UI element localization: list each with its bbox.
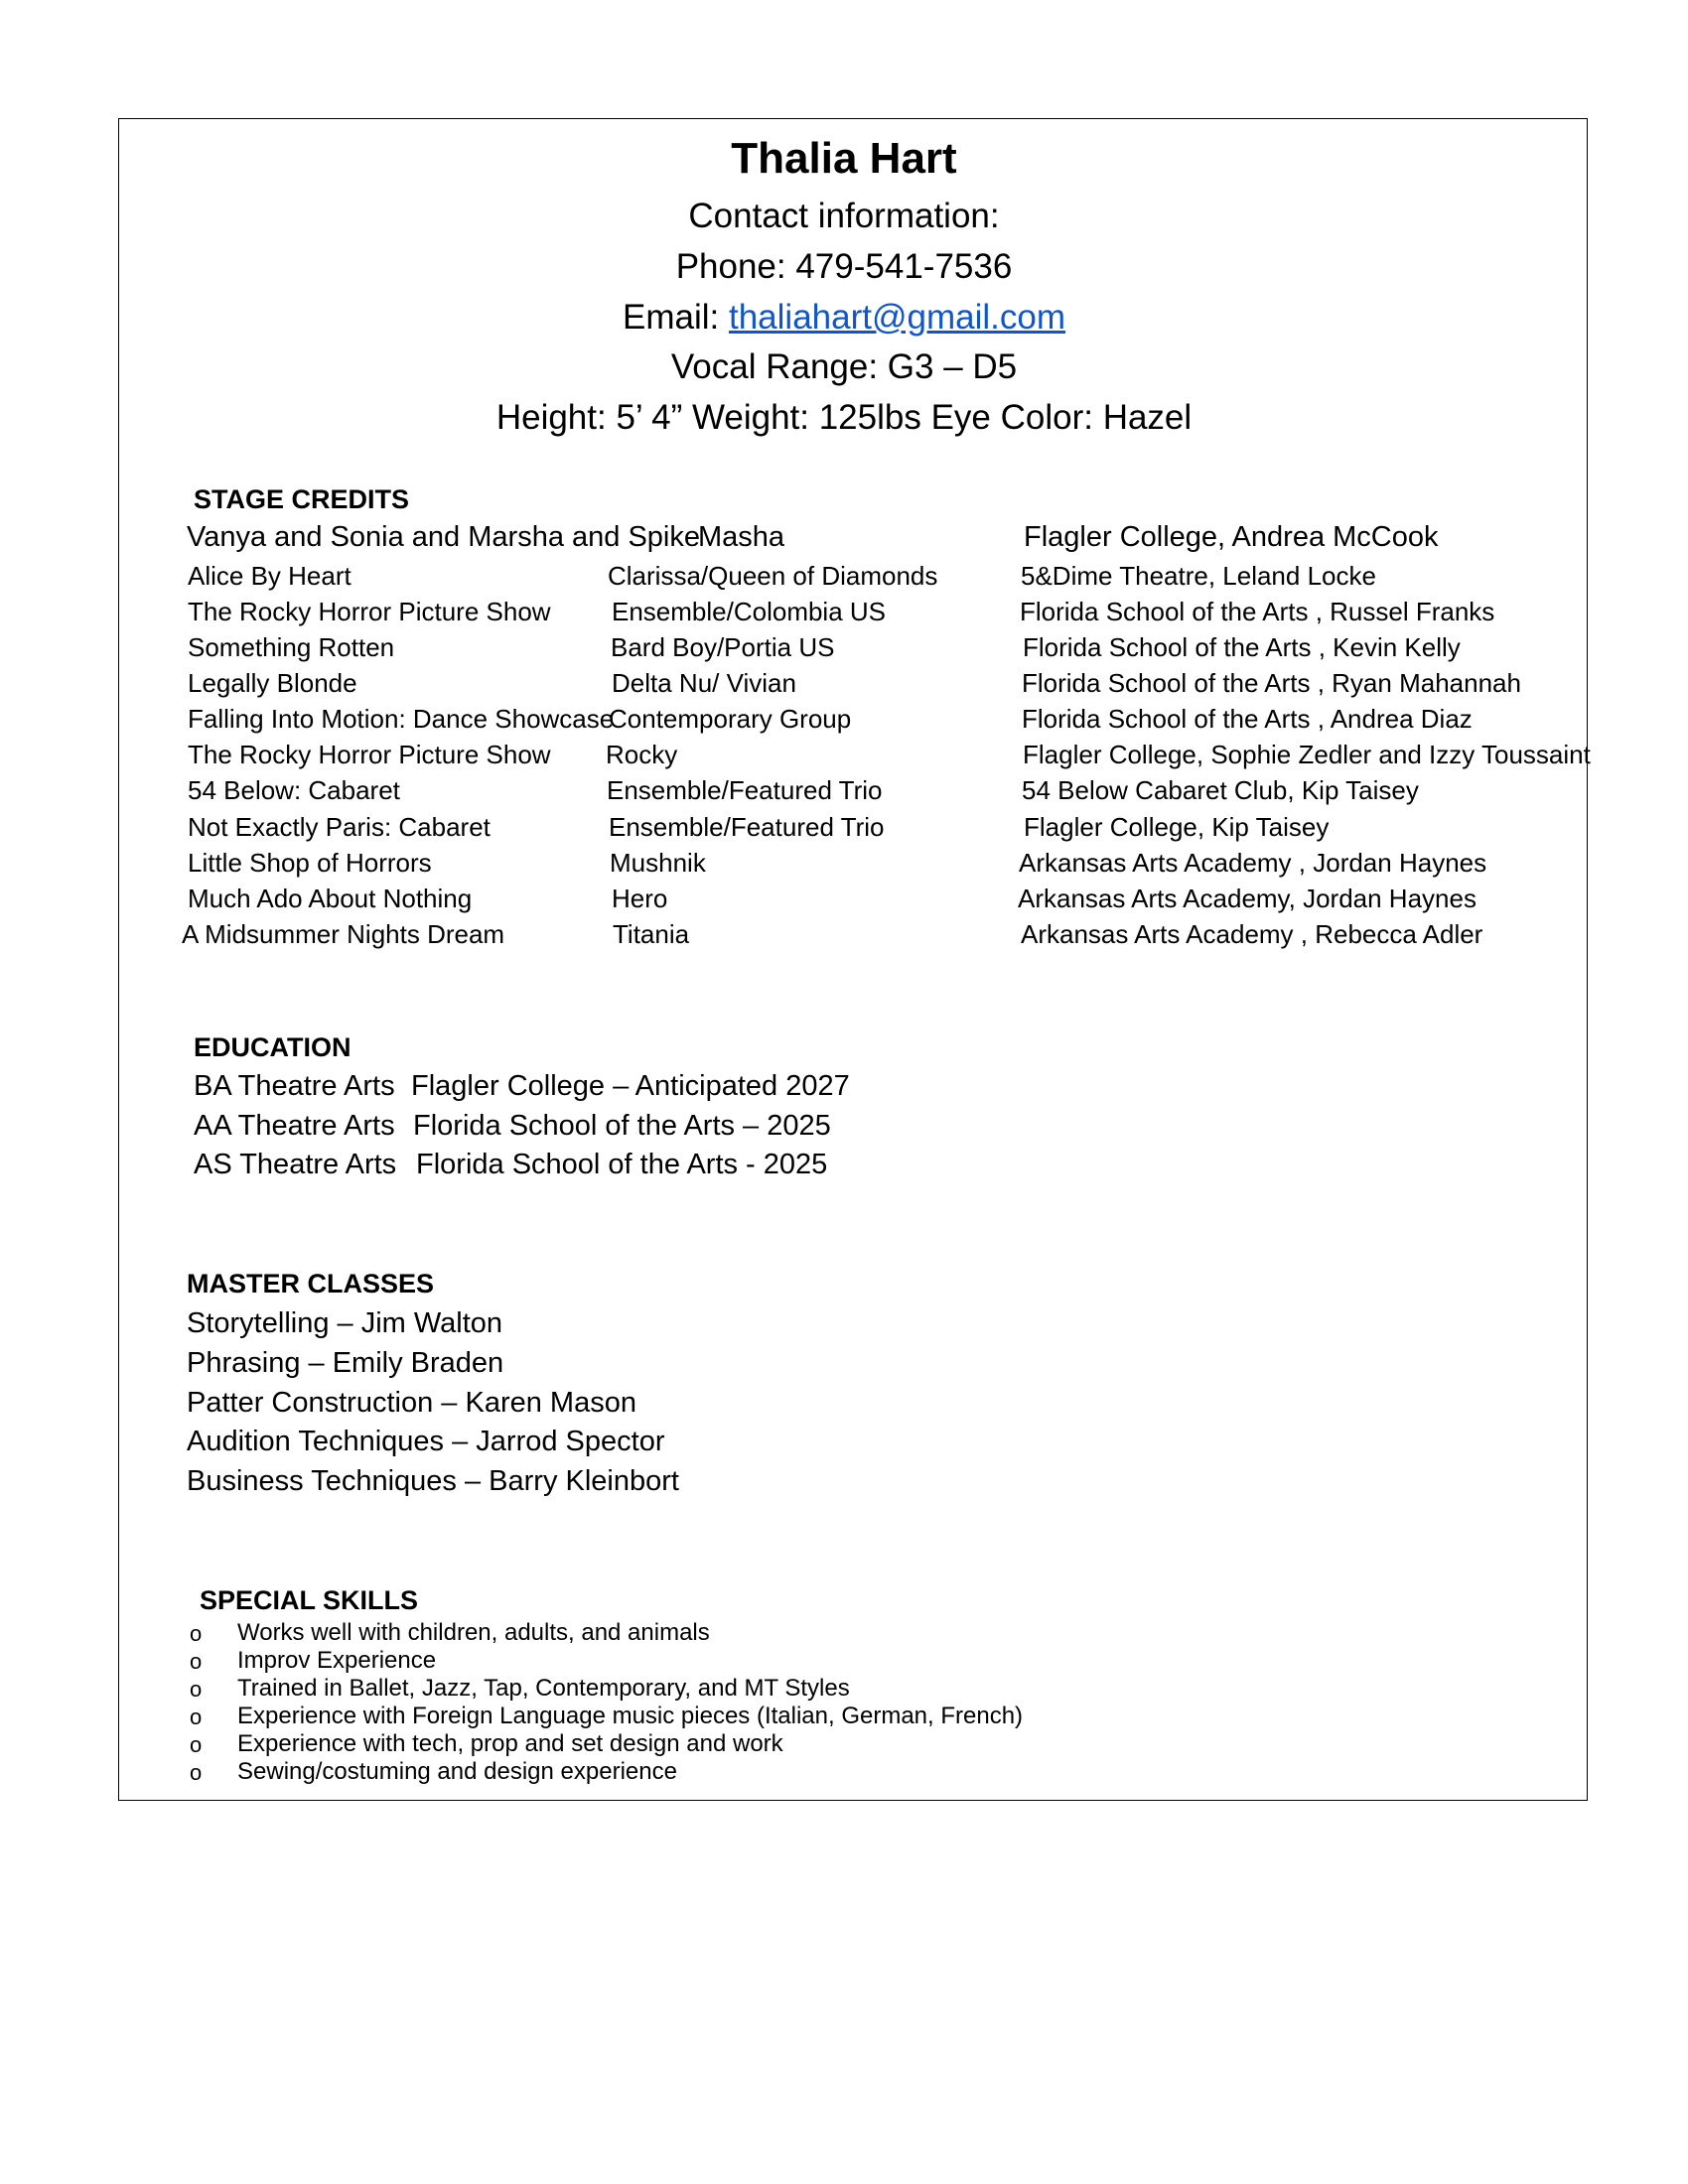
master-class-item: Audition Techniques – Jarrod Spector [187,1426,665,1457]
credit-venue: Florida School of the Arts , Andrea Diaz [1022,704,1473,734]
credit-role: Ensemble/Featured Trio [609,812,885,842]
master-class-item: Patter Construction – Karen Mason [187,1387,636,1419]
credit-show: Little Shop of Horrors [188,848,432,878]
master-class-item: Business Techniques – Barry Kleinbort [187,1465,679,1497]
stage-credits-heading: STAGE CREDITS [194,484,410,514]
vocal-range: Vocal Range: G3 – D5 [670,347,1018,386]
credit-venue: Flagler College, Kip Taisey [1024,812,1330,842]
credit-show: 54 Below: Cabaret [188,775,400,805]
skill-item: Improv Experience [237,1647,437,1674]
contact-heading: Contact information: [688,197,1000,235]
credit-show: Alice By Heart [188,561,352,591]
credit-venue: Florida School of the Arts , Kevin Kelly [1023,632,1461,662]
phone: Phone: 479-541-7536 [675,247,1013,286]
skill-item: Works well with children, adults, and animals [237,1619,710,1646]
credit-venue: Arkansas Arts Academy, Jordan Haynes [1018,884,1477,913]
credit-show: Legally Blonde [188,668,357,698]
credit-show: A Midsummer Nights Dream [182,919,505,949]
master-classes-heading: MASTER CLASSES [187,1269,435,1298]
education-degree: BA Theatre Arts [194,1070,395,1102]
credit-show: Something Rotten [188,632,395,662]
special-skills-heading: SPECIAL SKILLS [200,1585,419,1615]
education-degree: AS Theatre Arts [194,1149,397,1180]
credit-venue: Arkansas Arts Academy , Jordan Haynes [1019,848,1487,878]
credit-role: Clarissa/Queen of Diamonds [608,561,938,591]
credit-venue: Arkansas Arts Academy , Rebecca Adler [1021,919,1483,949]
resume-name: Thalia Hart [731,134,957,183]
master-class-item: Phrasing – Emily Braden [187,1347,504,1379]
education-detail: Florida School of the Arts - 2025 [416,1149,828,1180]
credit-role: Bard Boy/Portia US [611,632,835,662]
bullet-icon: o [190,1621,203,1646]
credit-show: The Rocky Horror Picture Show [188,597,551,626]
education-heading: EDUCATION [194,1032,352,1062]
credit-venue: 5&Dime Theatre, Leland Locke [1021,561,1376,591]
bullet-icon: o [190,1705,203,1729]
email-line [0,298,1688,338]
bullet-icon: o [190,1677,203,1702]
credit-show: The Rocky Horror Picture Show [188,740,551,769]
education-detail: Flagler College – Anticipated 2027 [411,1070,850,1102]
email-label: Email: [623,298,729,337]
credit-role: Mushnik [610,848,706,878]
skill-item: Trained in Ballet, Jazz, Tap, Contemporary, and MT Styles [237,1675,850,1702]
bullet-icon: o [190,1732,203,1757]
bullet-icon: o [190,1760,203,1785]
credit-role: Titania [613,919,690,949]
credit-role: Rocky [606,740,678,769]
credit-venue: Florida School of the Arts , Russel Franks [1020,597,1495,626]
credit-role: Ensemble/Featured Trio [607,775,883,805]
credit-role: Contemporary Group [609,704,852,734]
credit-show: Falling Into Motion: Dance Showcase [188,704,615,734]
credit-venue: 54 Below Cabaret Club, Kip Taisey [1022,775,1419,805]
credit-show: Vanya and Sonia and Marsha and Spike [187,521,700,553]
email-link[interactable]: thaliahart@gmail.com [728,298,1065,337]
skill-item: Sewing/costuming and design experience [237,1758,677,1785]
credit-venue: Flagler College, Andrea McCook [1024,521,1439,553]
skill-item: Experience with tech, prop and set design and work [237,1730,783,1757]
credit-role: Masha [698,521,785,553]
credit-show: Not Exactly Paris: Cabaret [188,812,491,842]
credit-venue: Flagler College, Sophie Zedler and Izzy Toussaint [1023,740,1591,769]
credit-role: Ensemble/Colombia US [612,597,887,626]
master-class-item: Storytelling – Jim Walton [187,1307,503,1339]
credit-role: Hero [612,884,668,913]
physical-stats: Height: 5’ 4” Weight: 125lbs Eye Color: Hazel [495,398,1193,437]
skill-item: Experience with Foreign Language music pieces (Italian, German, French) [237,1703,1024,1729]
education-degree: AA Theatre Arts [194,1110,395,1142]
education-detail: Florida School of the Arts – 2025 [413,1110,831,1142]
credit-show: Much Ado About Nothing [188,884,473,913]
bullet-icon: o [190,1649,203,1674]
credit-role: Delta Nu/ Vivian [612,668,796,698]
credit-venue: Florida School of the Arts , Ryan Mahannah [1022,668,1521,698]
